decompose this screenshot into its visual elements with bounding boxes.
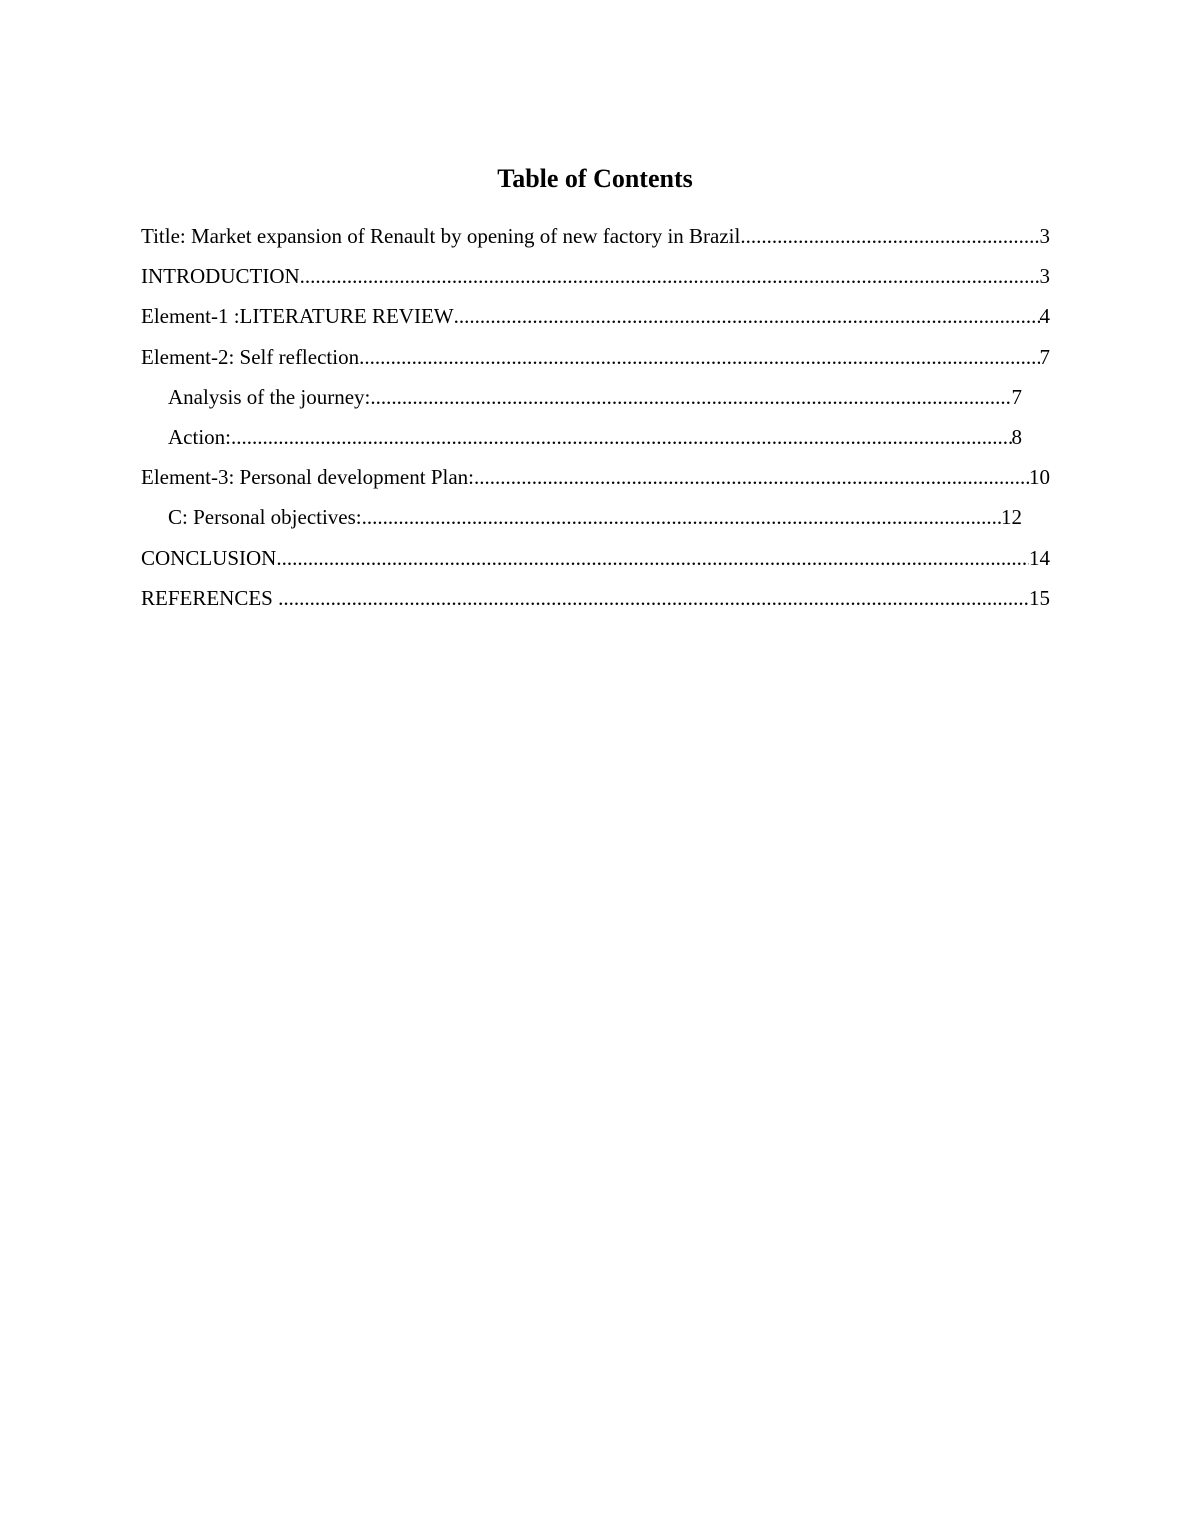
toc-entry-title: C: Personal objectives:: [168, 505, 362, 530]
toc-entry-link[interactable]: [168, 380, 1022, 414]
toc-entry-link[interactable]: [141, 581, 1050, 615]
toc-entry: [0, 581, 1190, 621]
toc-page-number: 7: [1011, 384, 1022, 409]
toc-entry-title: Element-3: Personal development Plan:: [141, 465, 475, 490]
toc-entry: [0, 340, 1190, 380]
toc-entry-title: CONCLUSION: [141, 545, 277, 570]
toc-entry-link[interactable]: [141, 299, 1050, 333]
toc-dot-leader: [276, 541, 1029, 575]
toc-entry: [0, 259, 1190, 299]
toc-entry-link[interactable]: [141, 340, 1050, 374]
toc-page-number: 12: [1001, 505, 1022, 530]
toc-heading: Table of Contents: [497, 164, 693, 193]
toc-page-number: 14: [1029, 545, 1050, 570]
toc-entry-link[interactable]: [168, 420, 1022, 454]
toc-dot-leader: [370, 380, 1011, 414]
toc-entry-link[interactable]: [141, 219, 1050, 253]
toc-dot-leader: [474, 460, 1029, 494]
toc-entry-link[interactable]: [168, 500, 1022, 534]
toc-entry-title: Element-2: Self reflection: [141, 344, 360, 369]
toc-dot-leader: [278, 581, 1029, 615]
toc-entry-link[interactable]: [141, 259, 1050, 293]
toc-entry-title: Analysis of the journey:: [168, 384, 371, 409]
toc-entry-title: Action:: [168, 424, 231, 449]
toc-entry: [0, 219, 1190, 259]
toc-entry: [0, 420, 1190, 460]
toc-list: [0, 219, 1190, 621]
toc-page-number: 3: [1039, 224, 1050, 248]
toc-entry: [0, 299, 1190, 339]
toc-entry-title: REFERENCES: [141, 585, 279, 610]
toc-entry-title: INTRODUCTION: [141, 264, 300, 289]
toc-dot-leader: [454, 299, 1040, 333]
toc-page-number: 7: [1039, 344, 1050, 369]
toc-entry-link[interactable]: [141, 460, 1050, 494]
toc-page-number: 4: [1039, 304, 1050, 329]
toc-page-number: 15: [1029, 585, 1050, 610]
toc-entry: [0, 541, 1190, 581]
toc-entry-title: Title: Market expansion of Renault by opening of new factory in Brazil: [141, 224, 741, 248]
toc-dot-leader: [362, 500, 1001, 534]
toc-dot-leader: [359, 340, 1039, 374]
toc-dot-leader: [231, 420, 1012, 454]
toc-dot-leader: [740, 219, 1039, 253]
toc-entry-title: Element-1 :LITERATURE REVIEW: [141, 304, 454, 329]
toc-page-number: 3: [1039, 264, 1050, 289]
toc-dot-leader: [300, 259, 1040, 293]
toc-entry-link[interactable]: [141, 541, 1050, 575]
toc-entry: [0, 500, 1190, 540]
toc-page-number: 8: [1011, 424, 1022, 449]
toc-entry: [0, 460, 1190, 500]
toc-page-number: 10: [1029, 465, 1050, 490]
toc-entry: [0, 380, 1190, 420]
